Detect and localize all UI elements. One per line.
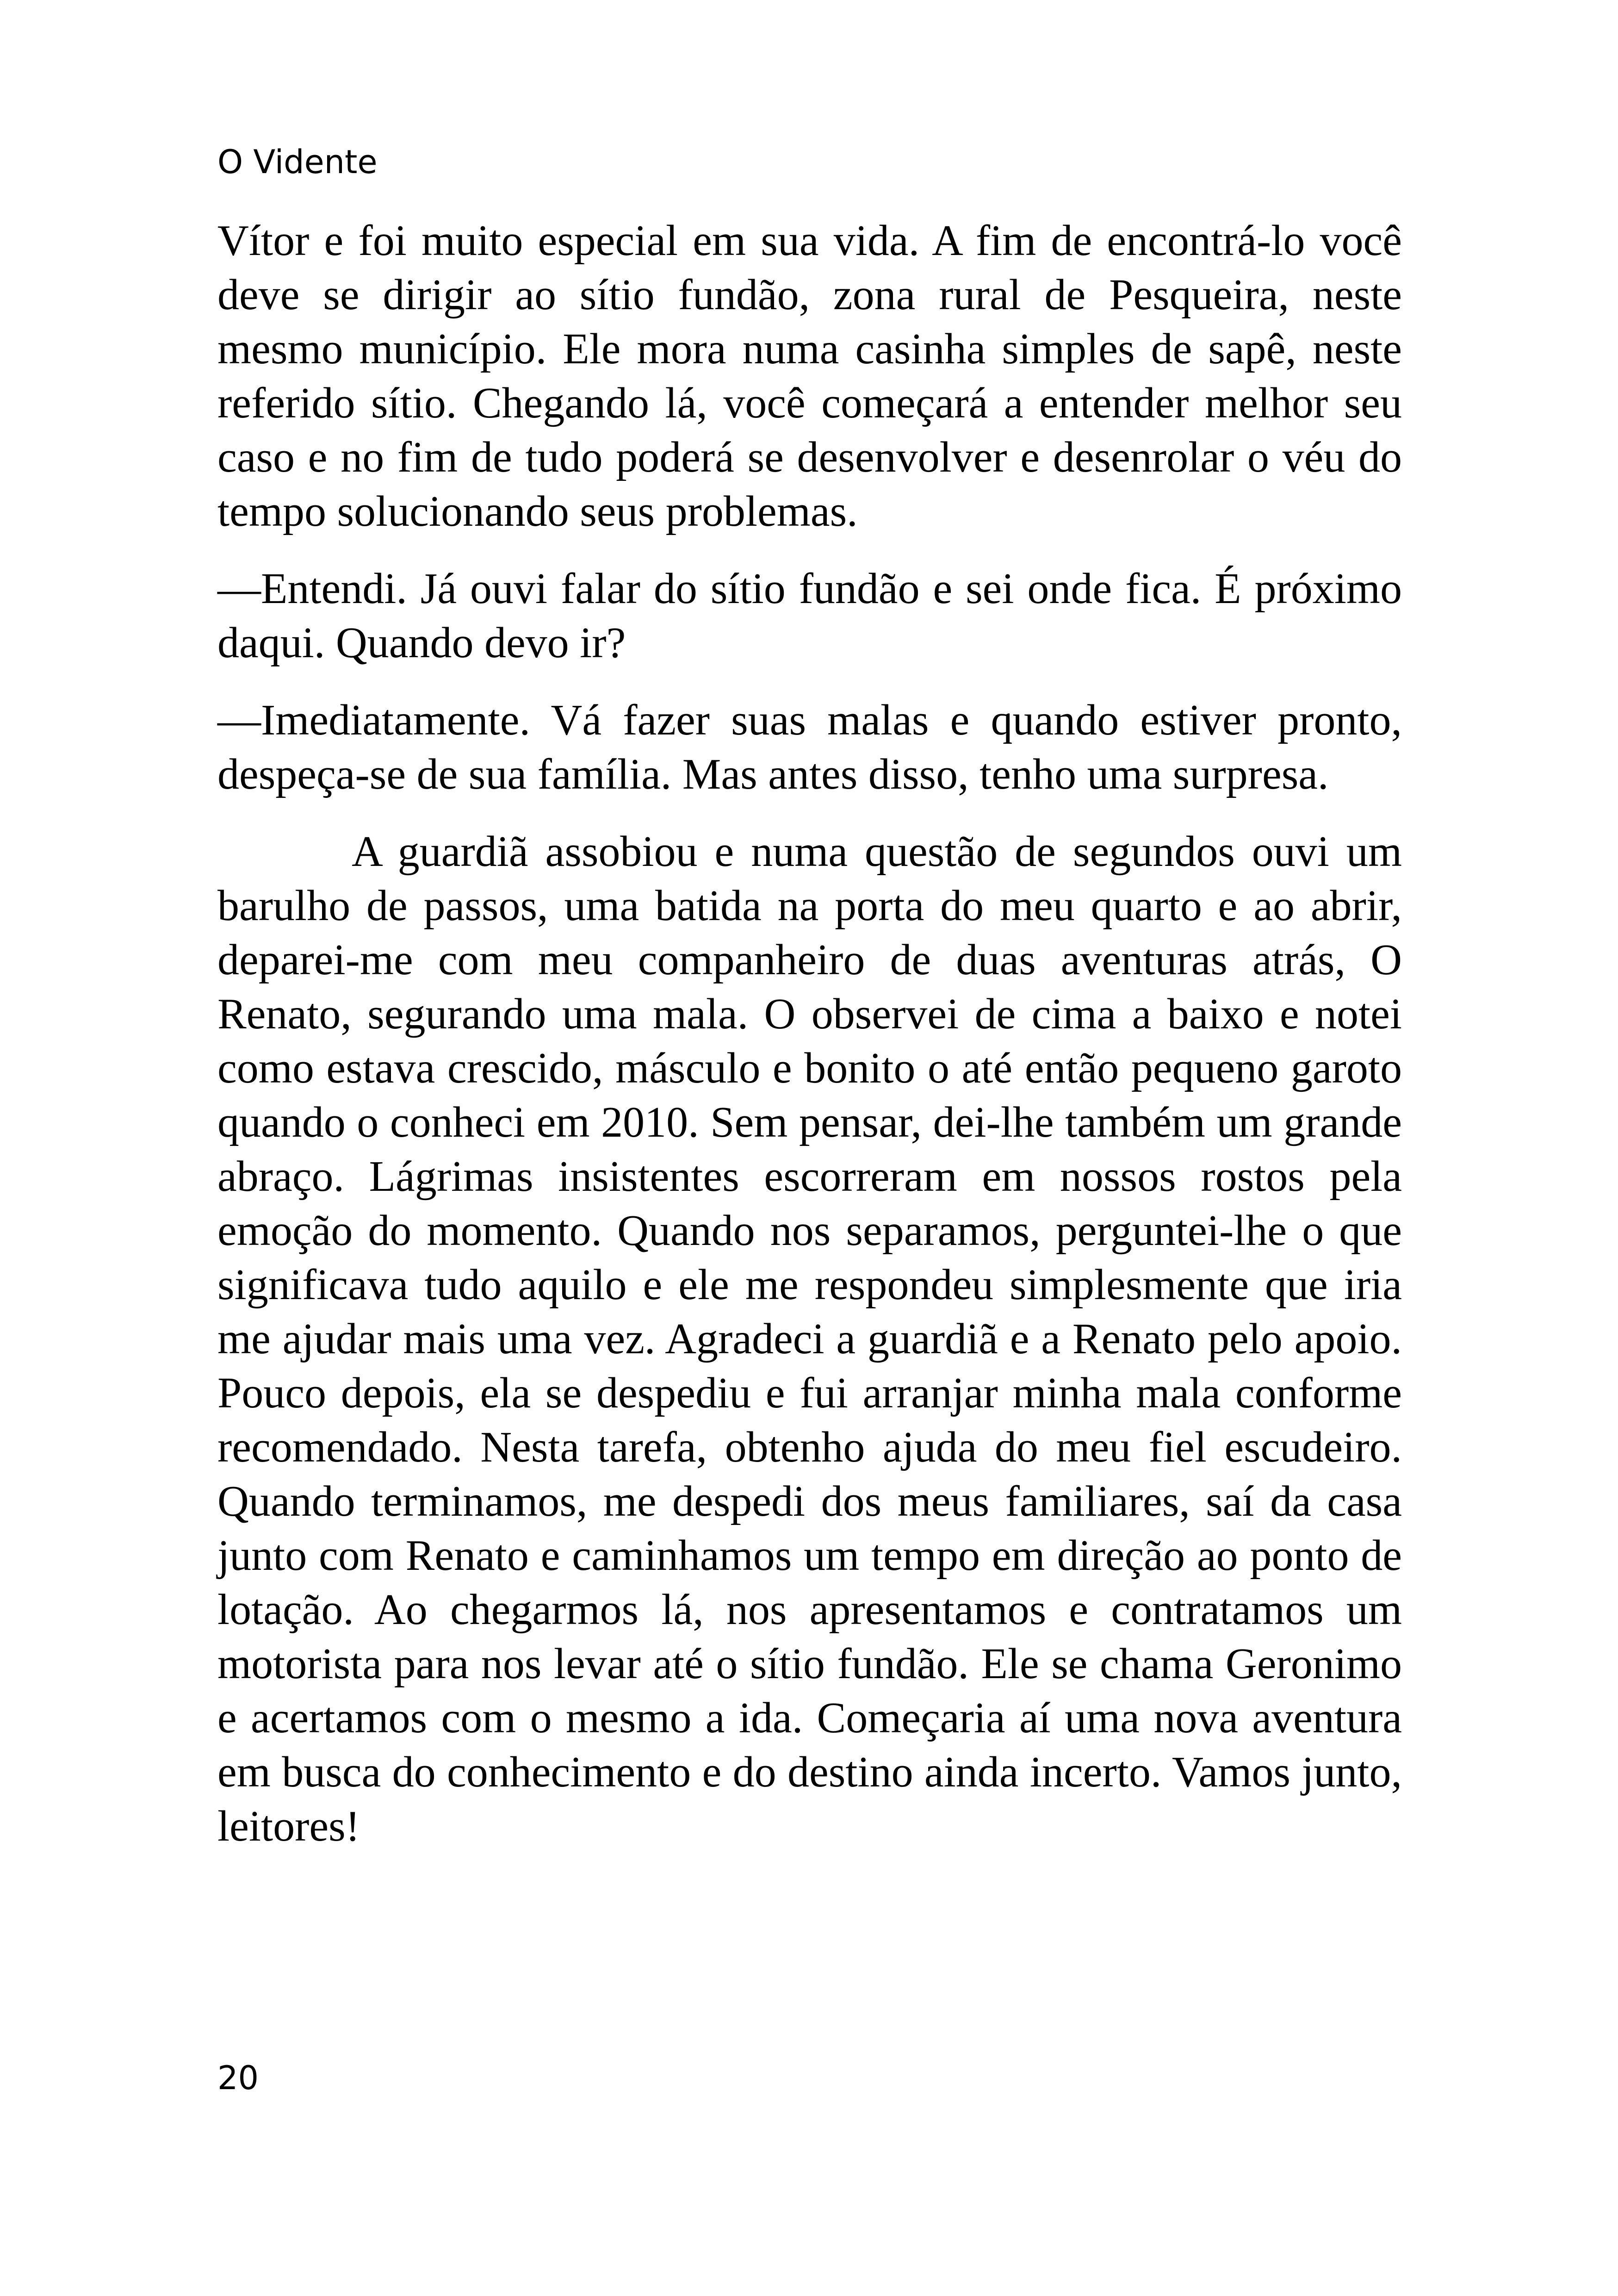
paragraph: Vítor e foi muito especial em sua vida. A fim de encontrá-lo você deve se dirigir ao sítio fundão, zona rural de Pesqueira, neste mesmo município. Ele mora numa casinha simples de sapê, neste referido sítio. Chegando lá, você começará a entender melhor seu caso e no fim de tudo poderá se desenvolver e desenrolar o véu do tempo solucionando seus problemas.	[217, 217, 1402, 535]
dialogue-paragraph: —Entendi. Já ouvi falar do sítio fundão e sei onde fica. É próximo daqui. Quando devo ir?	[217, 565, 1402, 667]
page-number: 20	[217, 2059, 259, 2097]
paragraph: A guardiã assobiou e numa questão de segundos ouvi um barulho de passos, uma batida na porta do meu quarto e ao abrir, deparei-me com meu companheiro de duas aventuras atrás, O Renato, segurando uma mala. O observei de cima a baixo e notei como estava crescido, másculo e bonito o até então pequeno garoto quando o conheci em 2010. Sem pensar, dei-lhe também um grande abraço. Lágrimas insistentes escorreram em nossos rostos pela emoção do momento. Quando nos separamos, perguntei-lhe o que significava tudo aquilo e ele me respondeu simplesmente que iria me ajudar mais uma vez. Agradeci a guardiã e a Renato pelo apoio. Pouco depois, ela se despediu e fui arranjar minha mala conforme recomendado. Nesta tarefa, obtenho ajuda do meu fiel escudeiro. Quando terminamos, me despedi dos meus familiares, saí da casa junto com Renato e caminhamos um tempo em direção ao ponto de lotação. Ao chegarmos lá, nos apresentamos e contratamos um motorista para nos levar até o sítio fundão. Ele se chama Geronimo e acertamos com o mesmo a ida. Começaria aí uma nova aventura em busca do conhecimento e do destino ainda incerto. Vamos junto, leitores!	[217, 828, 1402, 1850]
dialogue-paragraph: —Imediatamente. Vá fazer suas malas e quando estiver pronto, despeça-se de sua família. Mas antes disso, tenho uma surpresa.	[217, 696, 1402, 798]
page-body	[217, 214, 1402, 1854]
running-header-title: O Vidente	[217, 143, 378, 181]
